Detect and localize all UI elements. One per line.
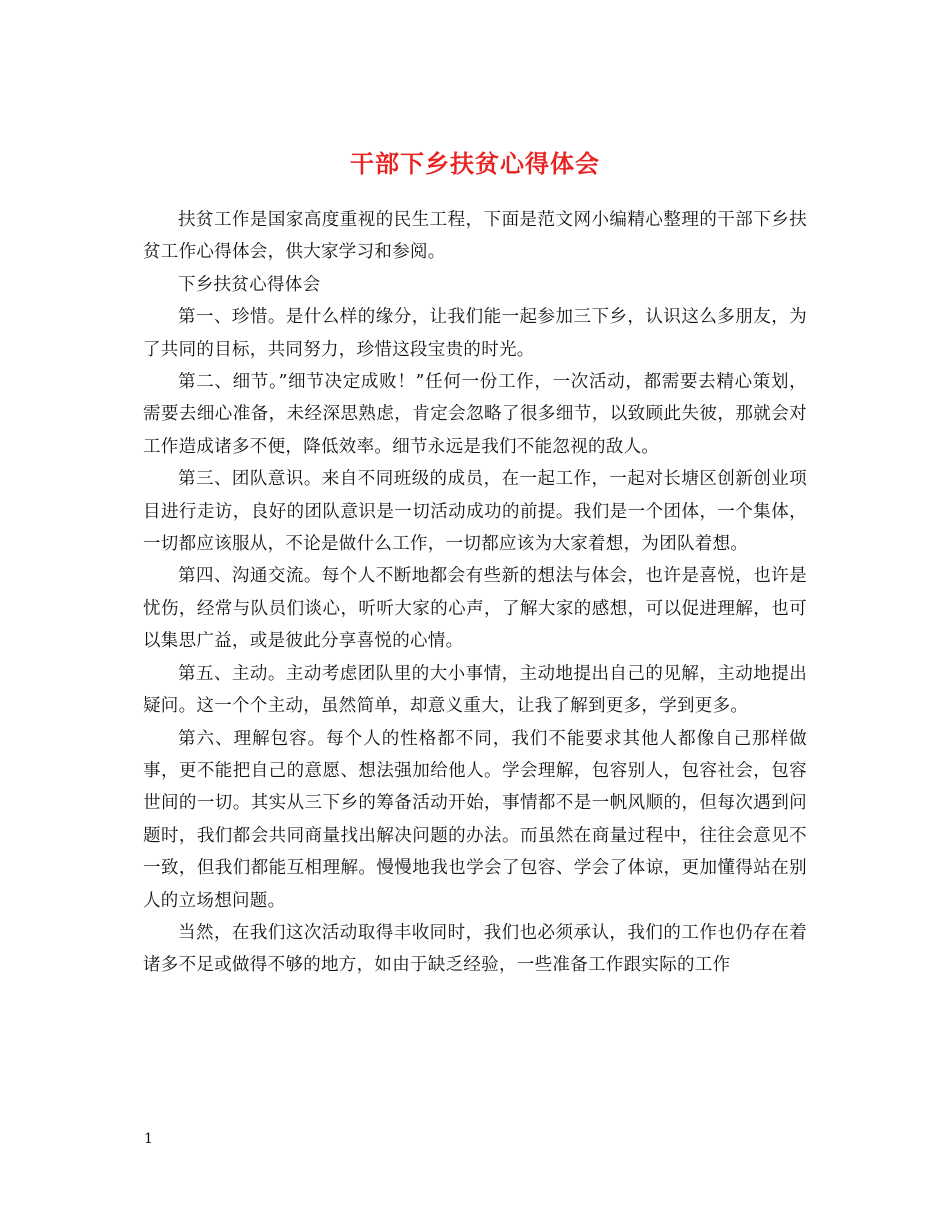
document-body bbox=[143, 204, 807, 982]
paragraph-point-2: 第二、细节。”细节决定成败！”任何一份工作，一次活动，都需要去精心策划，需要去细心准备，未经深思熟虑，肯定会忽略了很多细节，以致顾此失彼，那就会对工作造成诸多不便，降低效率。细节永远是我们不能忽视的敌人。 bbox=[143, 372, 807, 457]
paragraph-point-6: 第六、理解包容。每个人的性格都不同，我们不能要求其他人都像自己那样做事，更不能把自己的意愿、想法强加给他人。学会理解，包容别人，包容社会，包容世间的一切。其实从三下乡的筹备活动开始，事情都不是一帆风顺的，但每次遇到问题时，我们都会共同商量找出解决问题的办法。而虽然在商量过程中，往往会意见不一致，但我们都能互相理解。慢慢地我也学会了包容、学会了体谅，更加懂得站在别人的立场想问题。 bbox=[143, 728, 807, 911]
paragraph-point-4: 第四、沟通交流。每个人不断地都会有些新的想法与体会，也许是喜悦，也许是忧伤，经常与队员们谈心，听听大家的心声，了解大家的感想，可以促进理解，也可以集思广益，或是彼此分享喜悦的心情。 bbox=[143, 566, 807, 652]
page-number: 1 bbox=[144, 1131, 153, 1147]
paragraph-conclusion: 当然，在我们这次活动取得丰收同时，我们也必须承认，我们的工作也仍存在着诸多不足或做得不够的地方，如由于缺乏经验，一些准备工作跟实际的工作 bbox=[143, 922, 807, 976]
paragraph-subheading: 下乡扶贫心得体会 bbox=[178, 274, 321, 295]
paragraph-point-5: 第五、主动。主动考虑团队里的大小事情，主动地提出自己的见解，主动地提出疑问。这一个个主动，虽然简单，却意义重大，让我了解到更多，学到更多。 bbox=[143, 663, 807, 717]
paragraph-point-3: 第三、团队意识。来自不同班级的成员，在一起工作，一起对长塘区创新创业项目进行走访，良好的团队意识是一切活动成功的前提。我们是一个团体，一个集体，一切都应该服从，不论是做什么工作，一切都应该为大家着想，为团队着想。 bbox=[143, 469, 807, 555]
document-title: 干部下乡扶贫心得体会 bbox=[350, 149, 600, 179]
paragraph-intro: 扶贫工作是国家高度重视的民生工程，下面是范文网小编精心整理的干部下乡扶贫工作心得体会，供大家学习和参阅。 bbox=[143, 210, 807, 263]
paragraph-point-1: 第一、珍惜。是什么样的缘分，让我们能一起参加三下乡，认识这么多朋友，为了共同的目标，共同努力，珍惜这段宝贵的时光。 bbox=[143, 307, 807, 360]
